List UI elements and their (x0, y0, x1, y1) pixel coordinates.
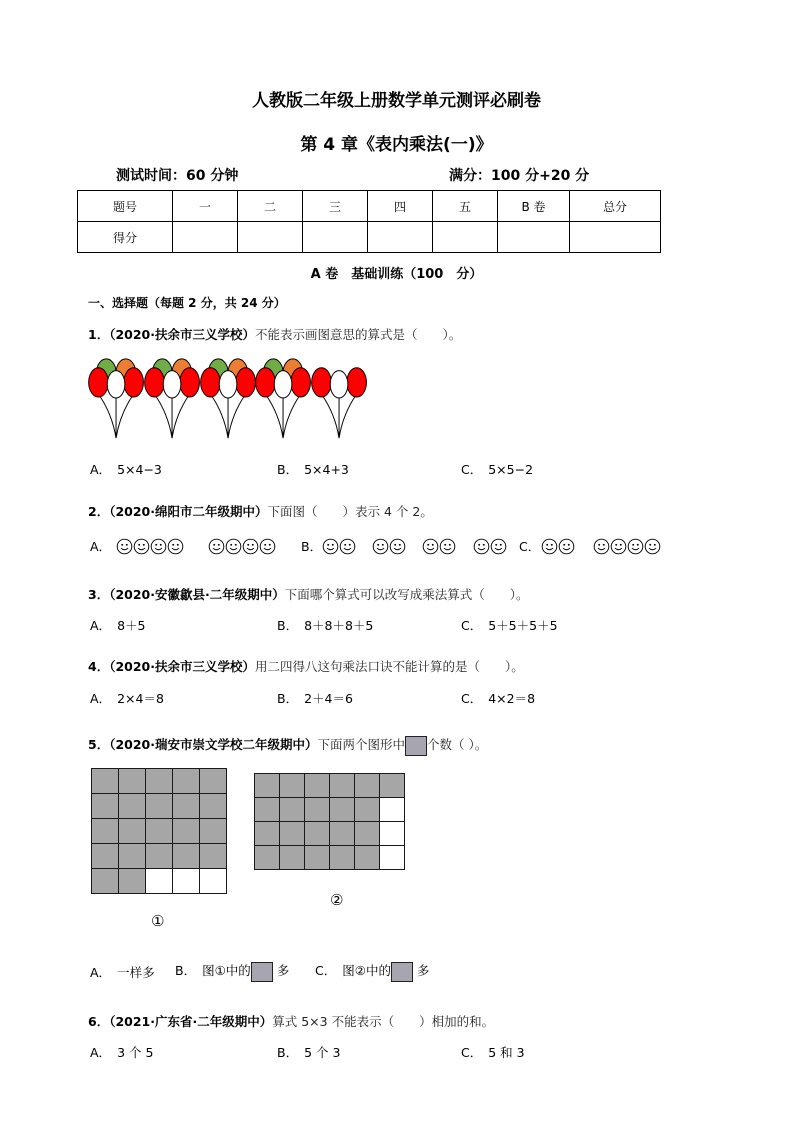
smiley-icon (473, 538, 490, 555)
smiley-icon (339, 538, 356, 555)
part-a-title: A 卷 基础训练（100 分） (310, 267, 483, 282)
option-label: A． (90, 539, 112, 554)
option-label: C． (519, 539, 541, 554)
question-source: （2020·绵阳市二年级期中） (109, 504, 268, 519)
header-cell: 四 (368, 191, 433, 222)
score-cell[interactable] (570, 222, 661, 253)
option-text: 5×4−3 (117, 462, 162, 477)
option-b[interactable] (277, 460, 349, 478)
option-label: B． (277, 691, 299, 706)
score-cell[interactable] (498, 222, 570, 253)
smiley-icon (541, 538, 558, 555)
smiley-group-b (322, 536, 507, 555)
smiley-icon (150, 538, 167, 555)
smiley-icon (644, 538, 661, 555)
option-text: 8＋8＋8＋5 (304, 618, 374, 633)
question-source: （2020·瑞安市崇文学校二年级期中） (109, 737, 318, 752)
header-cell: B 卷 (498, 191, 570, 222)
option-label: B． (301, 539, 323, 554)
smiley-icon (558, 538, 575, 555)
option-a[interactable] (90, 1043, 153, 1061)
smiley-icon (389, 538, 406, 555)
gray-square-icon (405, 736, 427, 756)
smiley-icon (259, 538, 276, 555)
option-text: 一样多 (117, 965, 155, 980)
option-b[interactable] (301, 537, 322, 555)
figure-1-label: ① (151, 912, 165, 930)
score-cell[interactable] (433, 222, 498, 253)
test-time: 测试时间：60 分钟 (116, 168, 239, 184)
smiley-icon (322, 538, 339, 555)
question-stem: 下面两个图形中 (317, 737, 406, 752)
option-a[interactable] (90, 616, 145, 634)
figure-2-label: ② (330, 891, 344, 909)
gray-square-icon (391, 962, 413, 982)
smiley-icon (208, 538, 225, 555)
question-number: 5． (88, 737, 110, 752)
question-stem: 用二四得八这句乘法口诀不能计算的是（ ）。 (255, 659, 524, 674)
option-c[interactable] (461, 460, 533, 478)
smiley-icon (627, 538, 644, 555)
smiley-group-a (116, 536, 276, 555)
question-1 (88, 325, 461, 343)
option-text: 图②中的 (342, 963, 391, 978)
smiley-icon (116, 538, 133, 555)
smiley-icon (133, 538, 150, 555)
option-label: A． (90, 462, 112, 477)
option-label: C． (461, 691, 483, 706)
gray-square-icon (251, 962, 273, 982)
option-b[interactable] (277, 1043, 340, 1061)
question-number: 1． (88, 327, 110, 342)
smiley-icon (593, 538, 610, 555)
option-a[interactable] (90, 537, 117, 555)
smiley-group-c (541, 536, 661, 555)
question-stem: 个数（ ）。 (427, 737, 488, 752)
grid-figure-2 (254, 773, 405, 870)
option-text: 8＋5 (117, 618, 146, 633)
question-source: （2020·扶余市三义学校） (109, 327, 255, 342)
option-a[interactable] (90, 963, 155, 981)
smiley-icon (422, 538, 439, 555)
score-cell[interactable] (173, 222, 238, 253)
option-label: C． (315, 963, 337, 978)
question-stem: 下面哪个算式可以改写成乘法算式（ ）。 (284, 587, 529, 602)
smiley-icon (242, 538, 259, 555)
option-text: 多 (272, 963, 290, 978)
question-number: 4． (88, 659, 110, 674)
option-text: 4×2＝8 (488, 691, 536, 706)
option-c[interactable] (461, 689, 535, 707)
question-6 (88, 1012, 494, 1030)
option-b[interactable] (277, 616, 373, 634)
option-a[interactable] (90, 689, 164, 707)
option-c[interactable] (461, 1043, 525, 1061)
question-number: 3． (88, 587, 110, 602)
option-text: 5＋5＋5＋5 (488, 618, 558, 633)
document-title: 人教版二年级上册数学单元测评必刷卷 (252, 91, 541, 111)
chapter-title: 第 4 章《表内乘法(一)》 (300, 135, 493, 155)
option-label: A． (90, 691, 112, 706)
header-cell: 一 (173, 191, 238, 222)
option-b[interactable] (277, 689, 353, 707)
score-cell[interactable] (303, 222, 368, 253)
option-text: 2×4＝8 (117, 691, 164, 706)
question-number: 2． (88, 504, 110, 519)
option-text: 5×5−2 (488, 462, 534, 477)
smiley-icon (490, 538, 507, 555)
smiley-icon (225, 538, 242, 555)
smiley-icon (439, 538, 456, 555)
smiley-icon (167, 538, 184, 555)
option-b[interactable] (175, 961, 289, 982)
question-3 (88, 585, 529, 603)
question-source: （2020·扶余市三义学校） (109, 659, 255, 674)
question-stem: 下面图（ ）表示 4 个 2。 (267, 504, 433, 519)
smiley-icon (610, 538, 627, 555)
option-label: B． (277, 618, 299, 633)
header-cell: 三 (303, 191, 368, 222)
question-source: （2020·安徽歙县·二年级期中） (109, 587, 285, 602)
option-label: B． (277, 1045, 299, 1060)
option-label: C． (461, 462, 483, 477)
option-text: 多 (412, 963, 430, 978)
option-label: A． (90, 1045, 112, 1060)
question-stem: 算式 5×3 不能表示（ ）相加的和。 (272, 1014, 495, 1029)
score-table (77, 190, 661, 253)
option-text: 5×4+3 (304, 462, 349, 477)
score-table-score-row (78, 222, 661, 253)
option-label: B． (175, 963, 197, 978)
header-cell: 五 (433, 191, 498, 222)
option-label: C． (461, 618, 483, 633)
option-text: 3 个 5 (117, 1045, 154, 1060)
row-label: 得分 (78, 222, 173, 253)
option-label: A． (90, 618, 112, 633)
score-cell[interactable] (238, 222, 303, 253)
question-4 (88, 657, 524, 675)
balloons-icon (88, 355, 368, 443)
option-c[interactable] (315, 961, 429, 982)
option-c[interactable] (519, 537, 540, 555)
option-c[interactable] (461, 616, 558, 634)
grid-figure-1 (91, 768, 227, 894)
option-label: C． (461, 1045, 483, 1060)
smiley-icon (372, 538, 389, 555)
option-text: 2＋4＝6 (304, 691, 353, 706)
score-cell[interactable] (368, 222, 433, 253)
option-label: B． (277, 462, 299, 477)
full-score: 满分：100 分+20 分 (449, 168, 590, 184)
header-cell: 题号 (78, 191, 173, 222)
section-title: 一、选择题（每题 2 分，共 24 分） (88, 296, 286, 310)
header-cell: 二 (238, 191, 303, 222)
header-cell: 总分 (570, 191, 661, 222)
option-label: A． (90, 965, 112, 980)
option-text: 5 个 3 (304, 1045, 341, 1060)
question-2 (88, 502, 433, 520)
option-text: 5 和 3 (488, 1045, 525, 1060)
question-source: （2021·广东省·二年级期中） (109, 1014, 273, 1029)
option-a[interactable] (90, 460, 162, 478)
score-table-header-row (78, 191, 661, 222)
balloons-figure (88, 355, 368, 447)
option-text: 图①中的 (202, 963, 251, 978)
question-5 (88, 735, 487, 756)
question-number: 6． (88, 1014, 110, 1029)
question-stem: 不能表示画图意思的算式是（ ）。 (255, 327, 462, 342)
